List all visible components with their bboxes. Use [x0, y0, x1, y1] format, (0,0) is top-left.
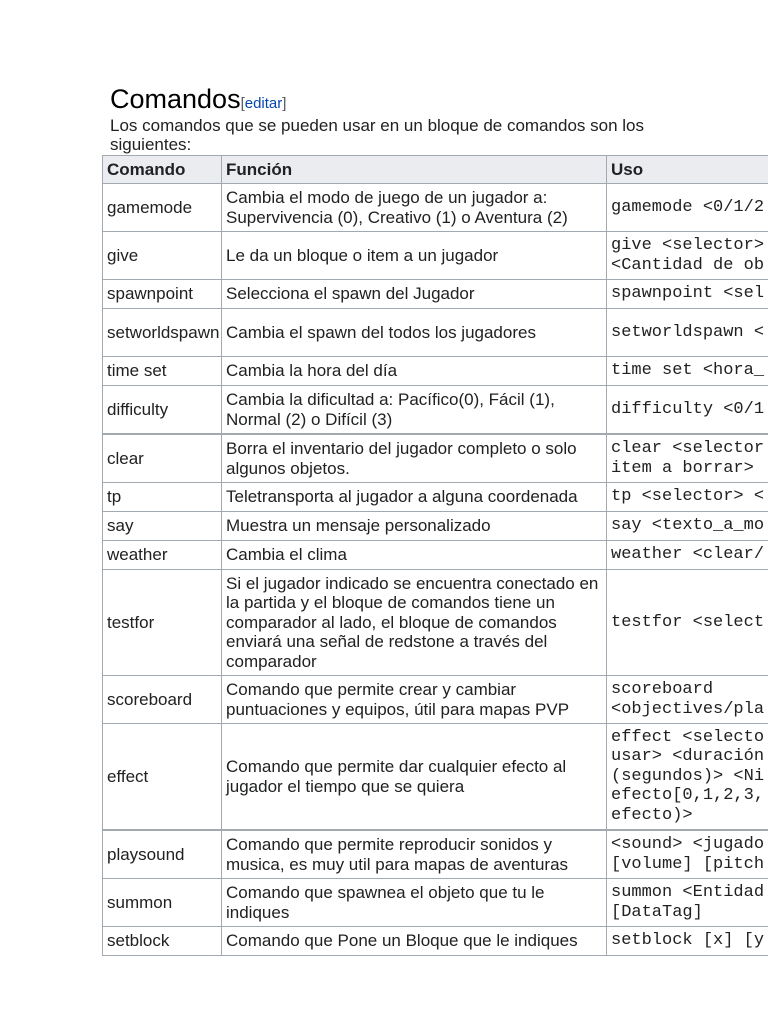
command-cell: tp [103, 483, 222, 512]
usage-cell: tp <selector> < [607, 483, 768, 512]
command-cell: clear [103, 434, 222, 483]
command-cell: playsound [103, 830, 222, 879]
command-cell: difficulty [103, 386, 222, 435]
usage-cell: weather <clear/ [607, 541, 768, 570]
function-cell: Selecciona el spawn del Jugador [222, 280, 607, 309]
usage-cell: setblock [x] [y [607, 927, 768, 956]
command-cell: give [103, 232, 222, 280]
command-cell: say [103, 512, 222, 541]
usage-cell: spawnpoint <sel [607, 280, 768, 309]
table-row [103, 280, 768, 309]
edit-bracket-open: [ [240, 95, 245, 112]
table-header-row [103, 156, 768, 184]
function-cell: Muestra un mensaje personalizado [222, 512, 607, 541]
section-heading [110, 84, 286, 115]
table-row [103, 232, 768, 280]
function-cell: Comando que permite crear y cambiar puntuaciones y equipos, útil para mapas PVP [222, 676, 607, 724]
function-cell: Cambia el spawn del todos los jugadores [222, 309, 607, 357]
table-row [103, 570, 768, 676]
usage-cell: difficulty <0/1 [607, 386, 768, 435]
function-cell: Le da un bloque o item a un jugador [222, 232, 607, 280]
intro-paragraph: Los comandos que se pueden usar en un bloque de comandos son los siguientes: [110, 116, 644, 154]
function-cell: Cambia la hora del día [222, 357, 607, 386]
command-cell: time set [103, 357, 222, 386]
usage-cell: <sound> <jugado [volume] [pitch [607, 830, 768, 879]
command-cell: effect [103, 724, 222, 831]
command-cell: gamemode [103, 184, 222, 232]
table-row [103, 483, 768, 512]
usage-cell: summon <Entidad [DataTag] [607, 879, 768, 927]
function-cell: Cambia el clima [222, 541, 607, 570]
usage-cell: clear <selector item a borrar> [607, 434, 768, 483]
function-cell: Si el jugador indicado se encuentra conectado en la partida y el bloque de comandos tiene un comparador al lado, el bloque de comandos enviará una señal de redstone a través del comparador [222, 570, 607, 676]
command-cell: spawnpoint [103, 280, 222, 309]
edit-section [241, 95, 287, 112]
function-cell: Comando que permite reproducir sonidos y musica, es muy util para mapas de aventuras [222, 830, 607, 879]
command-cell: scoreboard [103, 676, 222, 724]
usage-cell: effect <selecto usar> <duración (segundos)> <Ni efecto[0,1,2,3, efecto)> [607, 724, 768, 831]
table-row [103, 512, 768, 541]
table-row [103, 927, 768, 956]
function-cell: Borra el inventario del jugador completo o solo algunos objetos. [222, 434, 607, 483]
table-row [103, 830, 768, 879]
function-cell: Teletransporta al jugador a alguna coordenada [222, 483, 607, 512]
table-row [103, 357, 768, 386]
usage-cell: scoreboard <objectives/pla [607, 676, 768, 724]
function-cell: Comando que permite dar cualquier efecto al jugador el tiempo que se quiera [222, 724, 607, 831]
table-row [103, 184, 768, 232]
usage-cell: say <texto_a_mo [607, 512, 768, 541]
command-cell: setblock [103, 927, 222, 956]
header-uso: Uso [607, 156, 768, 184]
usage-cell: testfor <select [607, 570, 768, 676]
section-title: Comandos [110, 84, 241, 114]
commands-table [102, 155, 768, 956]
edit-bracket-close: ] [282, 95, 287, 112]
table-row [103, 309, 768, 357]
table-row [103, 879, 768, 927]
table-row [103, 434, 768, 483]
function-cell: Comando que spawnea el objeto que tu le indiques [222, 879, 607, 927]
command-cell: testfor [103, 570, 222, 676]
function-cell: Comando que Pone un Bloque que le indiques [222, 927, 607, 956]
table-row [103, 386, 768, 435]
table-row [103, 676, 768, 724]
usage-cell: setworldspawn < [607, 309, 768, 357]
edit-link[interactable]: editar [244, 95, 283, 112]
command-cell: weather [103, 541, 222, 570]
usage-cell: gamemode <0/1/2 [607, 184, 768, 232]
table-row [103, 724, 768, 831]
table-row [103, 541, 768, 570]
usage-cell: time set <hora_ [607, 357, 768, 386]
header-comando: Comando [103, 156, 222, 184]
function-cell: Cambia la dificultad a: Pacífico(0), Fácil (1), Normal (2) o Difícil (3) [222, 386, 607, 435]
command-cell: setworldspawn [103, 309, 222, 357]
function-cell: Cambia el modo de juego de un jugador a: Supervivencia (0), Creativo (1) o Aventura (2) [222, 184, 607, 232]
header-funcion: Función [222, 156, 607, 184]
usage-cell: give <selector> <Cantidad de ob [607, 232, 768, 280]
command-cell: summon [103, 879, 222, 927]
